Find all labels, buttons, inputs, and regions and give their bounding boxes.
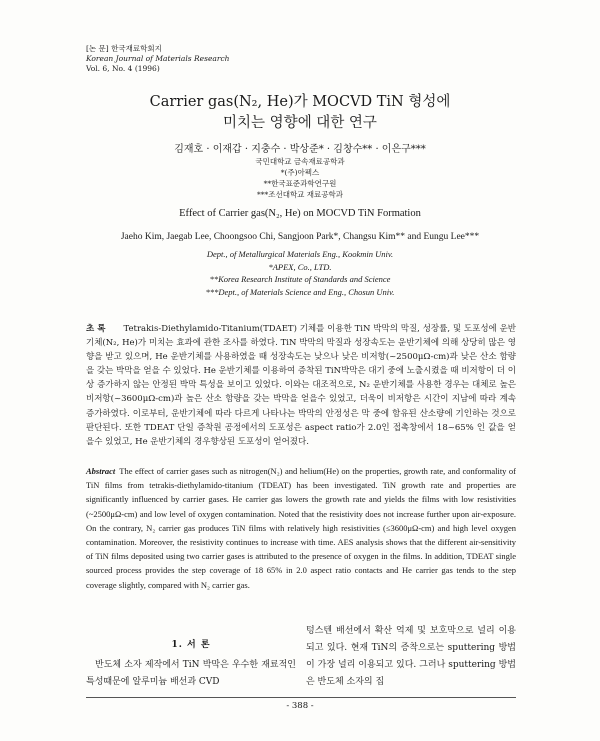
body-left-column (86, 637, 296, 691)
affiliation-en: *APEX, Co., LTD. (268, 261, 332, 272)
abstract-korean-text: Tetrakis-Diethylamido-Titanium(TDAET) 기체를 이용한 TiN 박막의 막질, 성장률, 및 도포성에 운반기체(N₂, He)가 미치는 효과에 관한 조사를 하였다. TiN 박막의 막질과 성장속도는 운반기체에 의해 상당히 많은 영향을 받고 있으며, He 운반기체를 사용하였을 때 성장속도는 낮으나 낮은 비저항(~2500μΩ-cm)과 낮은 산소 함량을 갖는 박막을 얻을 수 있었다. He 운반기체를 이용하여 증착된 TiN박막은 대기 중에 노출시켰을 때 비저항이 더 이상 증가하지 않는 안정된 박막 특성을 보이고 있었다. 이와는 대조적으로, N₂ 운반기체를 사용한 경우는 대체로 높은 비저항(~3600μΩ-cm)과 높은 산소 함량을 갖는 박막을 얻을수 있었고, 더욱이 비저항은 시간이 지남에 따라 계속 증가하였다. 이로부터, 운반기체에 따라 다르게 나타나는 박막의 안정성은 막 중에 함유된 산소량에 기인하는 것으로 판단된다. 또한 TDEAT 단일 증착원 공정에서의 도포성은 aspect ratio가 2.0인 접촉창에서 18~65% 인 값을 얻을수 있었고, He 운반기체의 경우향상된 도포성이 얻어졌다. (86, 324, 516, 447)
title-english: Effect of Carrier gas(N₂, He) on MOCVD TiN Formation (179, 208, 421, 219)
authors-korean: 김재호 · 이재갑 · 지충수 · 박상준* · 김창수** · 이은구*** (174, 144, 426, 155)
affiliation-kr: ***조선대학교 재료공학과 (256, 190, 344, 199)
affiliation-kr: *(주)아펙스 (280, 168, 320, 177)
abstract-korean (86, 322, 516, 449)
footer-divider (86, 697, 516, 698)
title-korean-line2: 미치는 영향에 대한 연구 (223, 115, 377, 131)
authors-english: Jaeho Kim, Jaegab Lee, Choongsoo Chi, Sangjoon Park*, Changsu Kim** and Eungu Lee*** (120, 232, 480, 242)
page-number: - 388 - (286, 701, 314, 711)
affiliation-en: Dept., of Metallurgical Materials Eng., Kookmin Univ. (206, 249, 394, 259)
title-korean-line1: Carrier gas(N₂, He)가 MOCVD TiN 형성에 (149, 94, 451, 110)
affiliation-en: ***Dept., of Materials Science and Eng., Chosun Univ. (205, 286, 395, 297)
journal-volume: Vol. 6, No. 4 (1996) (86, 64, 160, 73)
body-paragraph: 텅스텐 배선에서 확산 억제 및 보호막으로 널리 이용되고 있다. 현재 TiN의 증착으로는 sputtering 방법이 가장 널리 이용되고 있다. 그러나 sputtering 방법은 반도체 소자의 집 (306, 626, 516, 687)
affiliation-kr: **한국표준과학연구원 (263, 179, 337, 188)
title-korean (0, 92, 600, 134)
section-heading-introduction: 1. 서 론 (171, 640, 211, 650)
affiliations-english (0, 248, 600, 298)
affiliation-kr: 국민대학교 금속재료공학과 (255, 157, 345, 166)
journal-header (86, 44, 229, 74)
abstract-english (86, 464, 516, 592)
body-right-column (306, 623, 516, 691)
abstract-korean-label: 초 록 (86, 324, 106, 334)
abstract-english-label: Abstract (86, 466, 116, 476)
journal-name-kr: [논 문] 한국재료학회지 (86, 44, 162, 53)
body-paragraph: 반도체 소자 제작에서 TiN 박막은 우수한 재료적인 특성때문에 알루미늄 배선과 CVD (86, 660, 296, 687)
abstract-english-text: The effect of carrier gases such as nitrogen(N₂) and helium(He) on the properties, growth rate, and conformality of TiN films from tetrakis-diethylamido-titanium (TDEAT) has been investigated. TiN growth rate and properties are significantly influenced by carrier gases. He carrier gas lowers the growth rate and yields the films with low resistivities (~2500μΩ-cm) and low level of oxygen contamination. Noted that the resistivity does not increase further upon air-exposure. On the contrary, N₂ carrier gas produces TiN films with relatively high resistivities (≤3600μΩ-cm) and high level oxygen contamination. Moreover, the resistivity continues to increase with time. AES analysis shows that the different air-sensitivity of TiN films deposited using two carrier gases is attributed to the presence of oxygen in the films. In addition, TDEAT single sourced process provides the step coverage of 18 65% in 2.0 aspect ratio contacts and He carrier gas tends to the step coverage slightly, compared with N₂ carrier gas. (86, 466, 516, 590)
journal-name-en: Korean Journal of Materials Research (86, 54, 230, 63)
affiliation-en: **Korea Research Institute of Standards and Science (209, 274, 391, 284)
affiliations-korean (0, 156, 600, 200)
